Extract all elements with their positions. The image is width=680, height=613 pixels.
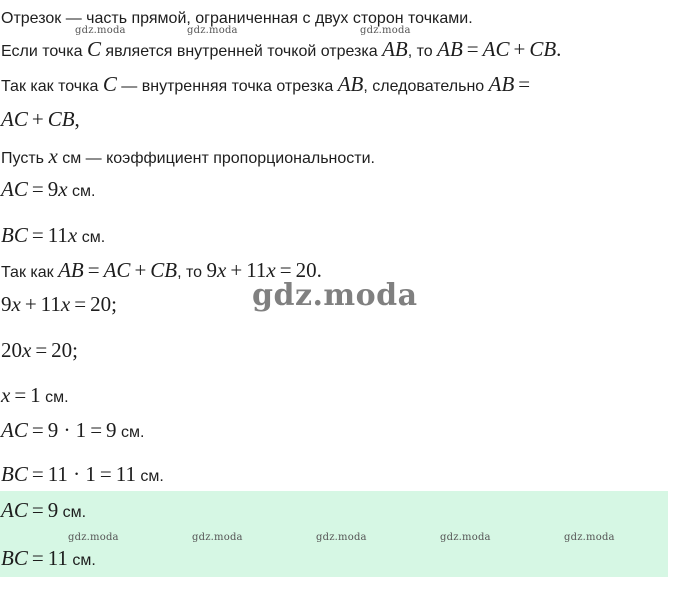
- math-num: 11: [115, 462, 136, 486]
- math-num: 9: [47, 177, 59, 201]
- math-num: 20: [51, 338, 73, 362]
- math-var: AB: [337, 72, 364, 96]
- math-var: AB: [488, 72, 515, 96]
- math-num: 20: [90, 292, 112, 316]
- math-punct: .: [316, 258, 322, 282]
- math-var: AC: [482, 37, 510, 61]
- theorem-line: [1, 38, 561, 63]
- math-op: =: [31, 223, 44, 247]
- math-op: =: [74, 292, 87, 316]
- math-num: 20: [1, 338, 22, 362]
- text: , следовательно: [363, 78, 489, 95]
- math-var: x: [22, 338, 32, 362]
- math-punct: ,: [74, 107, 80, 131]
- math-punct: ;: [111, 292, 117, 316]
- assumption-line: [1, 145, 375, 170]
- text: , то: [177, 264, 207, 281]
- math-var: CB: [47, 107, 75, 131]
- math-op: =: [31, 177, 44, 201]
- unit-text: см.: [116, 424, 145, 441]
- math-op: +: [134, 258, 147, 282]
- watermark-small: gdz.moda: [440, 532, 491, 543]
- math-num: 11: [40, 292, 61, 316]
- equation-line: [1, 463, 164, 488]
- equation-line: [1, 224, 105, 249]
- text: Отрезок — часть прямой, ограниченная с двух сторон точками.: [1, 10, 473, 27]
- math-var: x: [1, 383, 11, 407]
- math-op: =: [87, 258, 100, 282]
- math-num: 9: [1, 292, 12, 316]
- equation-line: [1, 339, 78, 364]
- math-var: BC: [1, 223, 28, 247]
- math-op: =: [35, 338, 48, 362]
- watermark-small: gdz.moda: [187, 25, 238, 36]
- math-var: AC: [1, 107, 28, 131]
- unit-text: см.: [40, 389, 69, 406]
- math-var: x: [58, 177, 68, 201]
- definition-line: [1, 8, 473, 30]
- math-op: =: [31, 498, 44, 522]
- math-var: AC: [103, 258, 131, 282]
- math-num: 11: [246, 258, 267, 282]
- math-op: =: [518, 72, 531, 96]
- math-op: =: [31, 462, 44, 486]
- watermark-small: gdz.moda: [192, 532, 243, 543]
- equation-line: [1, 293, 117, 318]
- math-var: CB: [150, 258, 178, 282]
- unit-text: см.: [77, 229, 106, 246]
- math-op: =: [14, 383, 27, 407]
- text: является внутренней точкой отрезка: [100, 43, 383, 60]
- math-var: x: [266, 258, 276, 282]
- math-var: CB: [529, 37, 557, 61]
- math-var: C: [86, 37, 101, 61]
- unit-text: см.: [67, 552, 96, 569]
- equation-line: [1, 419, 144, 444]
- math-punct: .: [556, 37, 562, 61]
- watermark-small: gdz.moda: [316, 532, 367, 543]
- math-var: AC: [1, 498, 28, 522]
- math-punct: ;: [72, 338, 79, 362]
- watermark-small: gdz.moda: [360, 25, 411, 36]
- math-op: +: [513, 37, 526, 61]
- text: см — коэффициент пропорциональности.: [57, 150, 375, 167]
- text: Так как точка: [1, 78, 103, 95]
- math-var: BC: [1, 546, 28, 570]
- math-expr: 11 · 1: [47, 462, 96, 486]
- math-num: 20: [295, 258, 317, 282]
- math-num: 1: [30, 383, 41, 407]
- math-op: +: [230, 258, 243, 282]
- math-op: =: [99, 462, 112, 486]
- math-var: x: [60, 292, 71, 316]
- text: — внутренняя точка отрезка: [116, 78, 338, 95]
- math-var: x: [48, 144, 58, 168]
- math-var: C: [102, 72, 117, 96]
- unit-text: см.: [135, 468, 164, 485]
- math-num: 11: [47, 223, 68, 247]
- math-var: AB: [437, 37, 463, 61]
- math-num: 9: [206, 258, 218, 282]
- equation-line: [1, 108, 80, 133]
- equation-line: [1, 178, 95, 203]
- answer-line: [1, 547, 96, 572]
- math-op: =: [279, 258, 292, 282]
- text: Так как: [1, 264, 59, 281]
- watermark-big: gdz.moda: [252, 278, 418, 313]
- math-var: AB: [58, 258, 84, 282]
- watermark-small: gdz.moda: [564, 532, 615, 543]
- equation-line: [1, 384, 69, 409]
- math-op: =: [466, 37, 479, 61]
- math-op: +: [31, 107, 44, 131]
- watermark-small: gdz.moda: [68, 532, 119, 543]
- math-num: 9: [106, 418, 117, 442]
- text: Пусть: [1, 150, 49, 167]
- unit-text: см.: [58, 504, 87, 521]
- text: , то: [407, 43, 438, 60]
- text: Если точка: [1, 43, 87, 60]
- math-op: =: [31, 418, 44, 442]
- math-expr: 9 · 1: [47, 418, 87, 442]
- math-var: x: [11, 292, 21, 316]
- math-op: +: [24, 292, 37, 316]
- math-var: x: [67, 223, 78, 247]
- unit-text: см.: [67, 183, 96, 200]
- math-num: 11: [47, 546, 68, 570]
- math-num: 9: [47, 498, 59, 522]
- math-var: BC: [1, 462, 28, 486]
- math-op: =: [31, 546, 44, 570]
- math-var: AC: [1, 418, 28, 442]
- math-var: x: [217, 258, 227, 282]
- reasoning-line: [1, 259, 322, 284]
- answer-line: [1, 499, 86, 524]
- math-op: =: [90, 418, 103, 442]
- reasoning-line: [1, 73, 534, 98]
- math-var: AB: [382, 37, 408, 61]
- watermark-small: gdz.moda: [75, 25, 126, 36]
- math-var: AC: [1, 177, 28, 201]
